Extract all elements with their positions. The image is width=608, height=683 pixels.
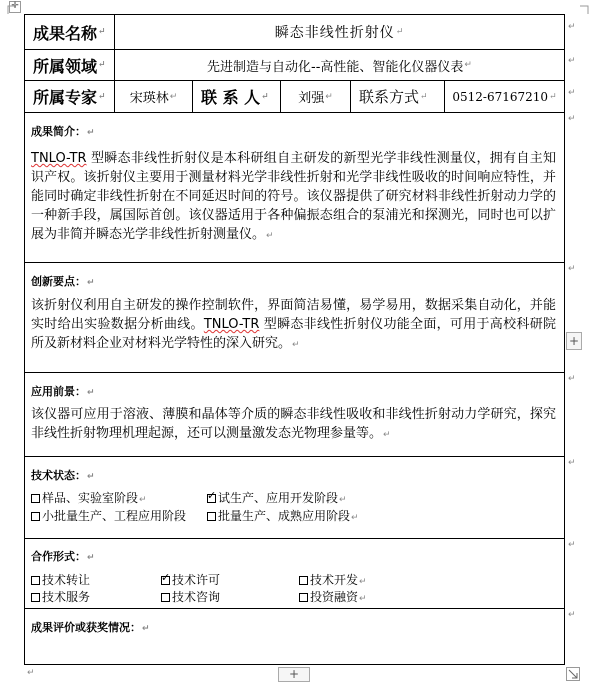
method-label-cell: 联系方式 ↵ <box>350 81 444 112</box>
section-tech-status <box>25 457 564 539</box>
expert-label-cell: 所属专家 ↵ <box>25 81 114 112</box>
tech-status-option-sample[interactable]: 样品、实验室阶段↵ <box>31 490 147 508</box>
tech-status-option-trial[interactable]: ✓ 试生产、应用开发阶段↵ <box>207 490 347 508</box>
expert-value-cell[interactable]: 宋瑛林 ↵ <box>114 81 192 112</box>
section-application[interactable] <box>25 373 564 457</box>
checkbox-icon[interactable] <box>207 494 216 503</box>
top-right-corner-mark <box>580 4 590 14</box>
section-evaluation[interactable] <box>25 609 564 664</box>
method-value-cell[interactable]: 0512-67167210 ↵ <box>444 81 564 112</box>
application-heading: 应用前景：↵ <box>31 385 95 398</box>
coop-option-investment[interactable]: 投资融资↵ <box>299 589 367 607</box>
contact-label-cell: 联 系 人 ↵ <box>192 81 280 112</box>
row-contacts <box>25 81 564 113</box>
add-column-button[interactable]: + <box>566 332 582 350</box>
tech-status-option-small-batch[interactable]: 小批量生产、工程应用阶段 <box>31 508 186 524</box>
tnlo-model-name-2: TNLO-TR <box>203 317 260 332</box>
method-value: 0512-67167210 <box>452 89 549 104</box>
checkbox-icon[interactable] <box>31 512 40 521</box>
cooperation-heading: 合作形式：↵ <box>31 550 95 563</box>
innovation-heading: 创新要点：↵ <box>31 275 95 288</box>
tech-status-heading: 技术状态：↵ <box>31 469 95 482</box>
coop-option-consulting[interactable]: 技术咨询 <box>161 589 220 605</box>
tech-status-option-mass[interactable]: 批量生产、成熟应用阶段↵ <box>207 508 359 526</box>
contact-value: 刘强 <box>298 91 325 106</box>
method-label: 联系方式 <box>359 88 420 106</box>
coop-option-transfer[interactable]: 技术转让 <box>31 572 90 588</box>
checkbox-icon[interactable] <box>161 576 170 585</box>
section-intro[interactable] <box>25 113 564 263</box>
achievement-name: 瞬态非线性折射仪 <box>274 25 395 41</box>
checkbox-icon[interactable] <box>161 593 170 602</box>
expert-value: 宋瑛林 <box>129 91 169 106</box>
achievement-form-table <box>24 14 565 665</box>
intro-heading: 成果简介：↵ <box>31 125 95 138</box>
checkbox-icon[interactable] <box>299 593 308 602</box>
innovation-paragraph: 该折射仪利用自主研发的操作控制软件，界面简洁易懂，易学易用，数据采集自动化，并能实时给出实验数据分析曲线。TNLO-TR 型瞬态非线性折射仪功能全面，可用于高校科研院所及新材料企业对材料光学特性的深入研究。↵ <box>31 298 556 351</box>
section-cooperation <box>25 539 564 609</box>
checkbox-icon[interactable] <box>299 576 308 585</box>
intro-paragraph: TNLO-TR 型瞬态非线性折射仪是本科研组自主研发的新型光学非线性测量仪，拥有自主知识产权。该折射仪主要用于测量材料光学非线性折射和光学非线性吸收的时间响应特性，并能同时确定非线性折射在不同延迟时间的符号。该仪器提供了研究材料非线性折射动力学的一种新手段，属国际首创。该仪器适用于各种偏振态组合的泵浦光和探测光，同时也可以扩展为非简并瞬态光学非线性折射测量仪。↵ <box>31 151 556 242</box>
row-field <box>25 50 564 81</box>
table-move-handle-icon[interactable]: ✛ <box>9 1 21 13</box>
contact-value-cell[interactable]: 刘强 ↵ <box>280 81 350 112</box>
name-label-cell: 成果名称 ↵ <box>25 15 114 49</box>
checkbox-icon[interactable] <box>31 576 40 585</box>
tnlo-model-name: TNLO-TR <box>31 151 87 166</box>
field-value: 先进制造与自动化--高性能、智能化仪器仪表 <box>207 59 464 75</box>
field-value-cell[interactable]: 先进制造与自动化--高性能、智能化仪器仪表 ↵ <box>114 50 564 80</box>
coop-option-license[interactable]: ✓ 技术许可 <box>161 572 220 588</box>
checkbox-icon[interactable] <box>31 593 40 602</box>
add-row-button[interactable]: + <box>278 667 310 682</box>
coop-option-development[interactable]: 技术开发↵ <box>299 572 367 590</box>
checkbox-icon[interactable] <box>31 494 40 503</box>
checkbox-icon[interactable] <box>207 512 216 521</box>
row-achievement-name <box>25 15 564 50</box>
name-value-cell[interactable]: 瞬态非线性折射仪 ↵ <box>114 15 564 49</box>
evaluation-heading: 成果评价或获奖情况：↵ <box>31 621 150 634</box>
field-label-cell: 所属领域 ↵ <box>25 50 114 80</box>
coop-option-service[interactable]: 技术服务 <box>31 589 90 605</box>
section-innovation[interactable] <box>25 263 564 373</box>
expert-label: 所属专家 <box>33 88 98 107</box>
table-resize-handle-icon[interactable] <box>566 667 580 681</box>
application-paragraph: 该仪器可应用于溶液、薄膜和晶体等介质的瞬态非线性吸收和非线性折射动力学研究，探究非线性折射物理机理起源，还可以测量激发态光物理参量等。↵ <box>31 407 556 441</box>
name-label: 成果名称 <box>33 23 98 43</box>
contact-label: 联 系 人 <box>201 88 261 107</box>
field-label: 所属领域 <box>33 56 98 76</box>
